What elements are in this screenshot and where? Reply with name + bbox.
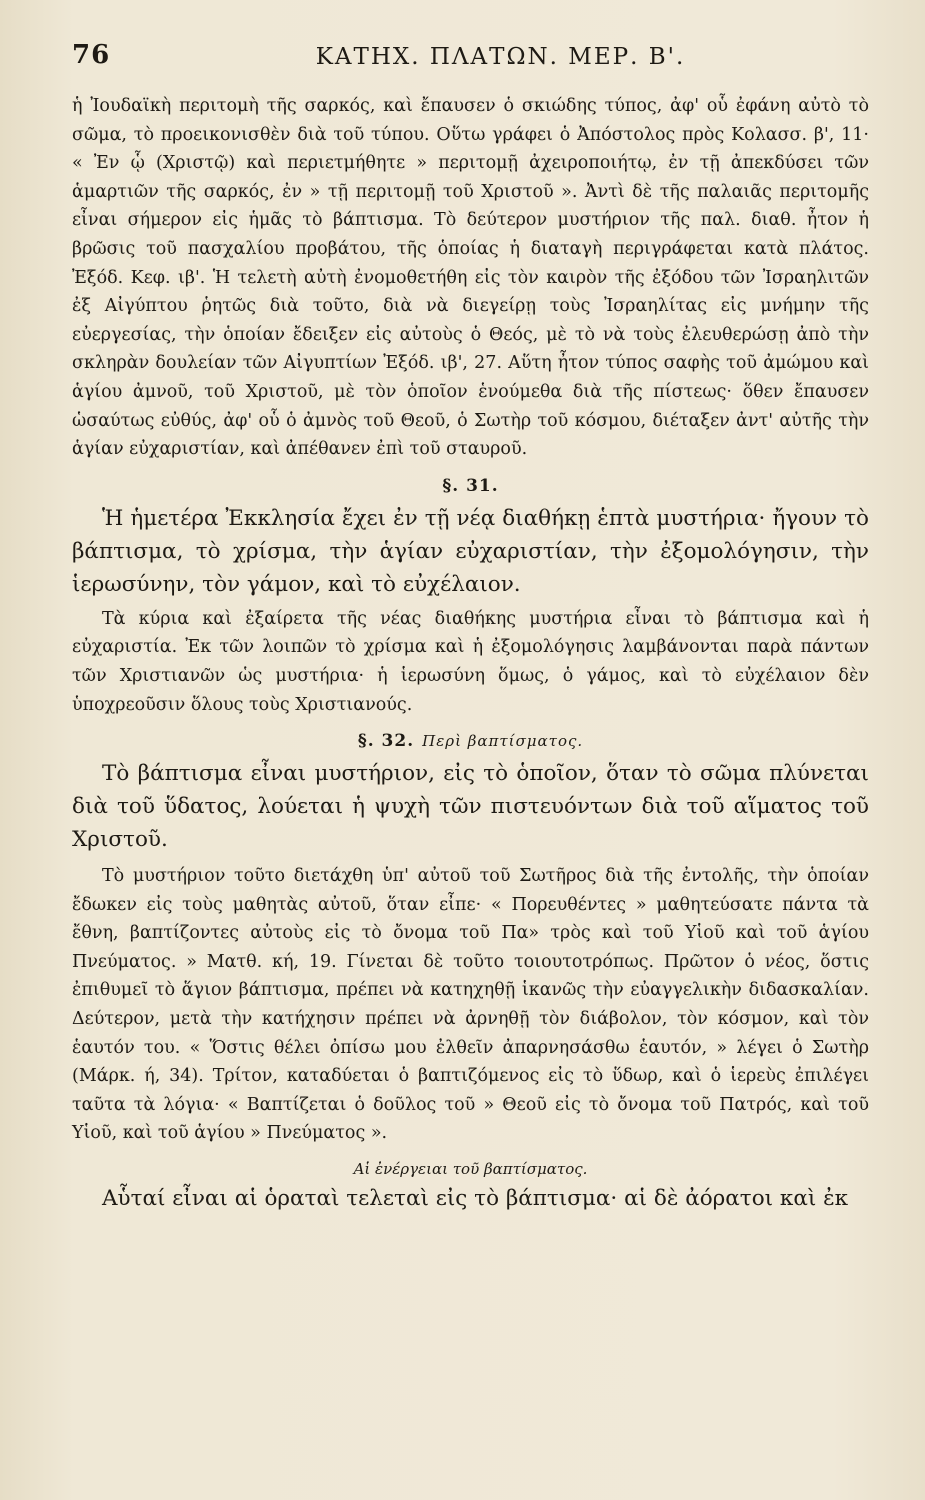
paragraph-baptism-institution: Τὸ μυστήριον τοῦτο διετάχθη ὑπ' αὐτοῦ τοῦ Σωτῆρος διὰ τῆς ἐντολῆς, τὴν ὁποίαν ἔδωκεν εἰς τοὺς μαθητὰς αὐτοῦ, ὅταν εἶπε· « Πορευθέντες » μαθητεύσατε πάντα τὰ ἔθνη, βαπτίζοντες αὐτοὺς εἰς τὸ ὄνομα τοῦ Πα» τρὸς καὶ τοῦ Υἱοῦ καὶ τοῦ ἁγίου Πνεύματος. » Ματθ. κή, 19. Γίνεται δὲ τοῦτο τοιουτοτρόπως. Πρῶτον ὁ νέος, ὅστις ἐπιθυμεῖ τὸ ἅγιον βάπτισμα, πρέπει νὰ κατηχηθῇ ἱκανῶς τὴν εὐαγγελικὴν διδασκαλίαν. Δεύτερον, μετὰ τὴν κατήχησιν πρέπει νὰ ἀρνηθῇ τὸν διάβολον, τὸν κόσμον, καὶ τὸν ἑαυτόν του. « Ὅστις θέλει ὀπίσω μου ἐλθεῖν ἀπαρνησάσθω ἑαυτόν, » λέγει ὁ Σωτὴρ (Μάρκ. ή, 34). Τρίτον, καταδύεται ὁ βαπτιζόμενος εἰς τὸ ὕδωρ, καὶ ὁ ἱερεὺς ἐπιλέγει ταῦτα τὰ λόγια· « Βαπτίζεται ὁ δοῦλος τοῦ » Θεοῦ εἰς τὸ ὄνομα τοῦ Πατρός, καὶ τοῦ Υἱοῦ, καὶ τοῦ ἁγίου » Πνεύματος ». xyxy=(72,866,869,1144)
paragraph-principal-sacraments: Τὰ κύρια καὶ ἐξαίρετα τῆς νέας διαθήκης μυστήρια εἶναι τὸ βάπτισμα καὶ ἡ εὐχαριστία. Ἐκ τῶν λοιπῶν τὸ χρίσμα καὶ ἡ ἐξομολόγησις λαμβάνονται παρὰ πάντων τῶν Χριστιανῶν ὡς μυστήρια· ἡ ἱερωσύνη ὅμως, ὁ γάμος, καὶ τὸ εὐχέλαιον δὲν ὑποχρεοῦσιν ὅλους τοὺς Χριστιανούς. xyxy=(72,608,869,715)
page-header xyxy=(72,40,869,86)
paragraph-baptism-definition: Τὸ βάπτισμα εἶναι μυστήριον, εἰς τὸ ὁποῖον, ὅταν τὸ σῶμα πλύνεται διὰ τοῦ ὕδατος, λούεται ἡ ψυχὴ τῶν πιστευόντων διὰ τοῦ αἵματος τοῦ Χριστοῦ. xyxy=(72,761,869,853)
paragraph-visible-rites: Αὗταί εἶναι αἱ ὁραταὶ τελεταὶ εἰς τὸ βάπτισμα· αἱ δὲ ἀόρατοι καὶ ἐκ xyxy=(102,1186,849,1212)
section-31-heading xyxy=(72,476,869,496)
section-32-heading xyxy=(72,731,869,751)
section-31-number: §. 31. xyxy=(442,475,499,496)
effects-of-baptism-heading: Αἱ ἐνέργειαι τοῦ βαπτίσματος. xyxy=(353,1160,588,1179)
paragraph-circumcision-passover: ἡ Ἰουδαϊκὴ περιτομὴ τῆς σαρκός, καὶ ἔπαυσεν ὁ σκιώδης τύπος, ἀφ' οὗ ἐφάνη αὐτὸ τὸ σῶμα, τὸ προεικονισθὲν διὰ τοῦ τύπου. Οὕτω γράφει ὁ Ἀπόστολος πρὸς Κολασσ. β', 11· « Ἐν ᾧ (Χριστῷ) καὶ περιετμήθητε » περιτομῇ ἀχειροποιήτῳ, ἐν τῇ ἀπεκδύσει τῶν ἁμαρτιῶν τῆς σαρκός, ἐν » τῇ περιτομῇ τοῦ Χριστοῦ ». Ἀντὶ δὲ τῆς παλαιᾶς περιτομῆς εἶναι σήμερον εἰς ἡμᾶς τὸ βάπτισμα. Τὸ δεύτερον μυστήριον τῆς παλ. διαθ. ἦτον ἡ βρῶσις τοῦ πασχαλίου προβάτου, τῆς ὁποίας ἡ διαταγὴ περιγράφεται κατὰ πλάτος. Ἐξόδ. Κεφ. ιβ'. Ἡ τελετὴ αὐτὴ ἐνομοθετήθη εἰς τὸν καιρὸν τῆς ἐξόδου τῶν Ἰσραηλιτῶν ἐξ Αἰγύπτου ῥητῶς διὰ τοῦτο, διὰ νὰ διεγείρῃ τοὺς Ἰσραηλίτας εἰς μνήμην τῆς εὐεργεσίας, τὴν ὁποίαν ἔδειξεν εἰς αὐτοὺς ὁ Θεός, μὲ τὸ νὰ τοὺς ἐλευθερώσῃ ἀπὸ τὴν σκληρὰν δουλείαν τῶν Αἰγυπτίων Ἐξόδ. ιβ', 27. Αὕτη ἦτον τύπος σαφὴς τοῦ ἀμώμου καὶ ἁγίου ἀμνοῦ, τοῦ Χριστοῦ, μὲ τὸν ὁποῖον ἑνούμεθα διὰ τῆς πίστεως· ὅθεν ἔπαυσεν ὡσαύτως εὐθύς, ἀφ' οὗ ὁ ἀμνὸς τοῦ Θεοῦ, ὁ Σωτὴρ τοῦ κόσμου, διέταξεν ἀντ' αὐτῆς τὴν ἁγίαν εὐχαριστίαν, καὶ ἀπέθανεν ἐπὶ τοῦ σταυροῦ. xyxy=(72,96,869,460)
section-32-title: Περὶ βαπτίσματος. xyxy=(422,732,584,751)
section-32-number: §. 32. xyxy=(357,731,415,752)
running-title: ΚΑΤΗΧ. ΠΛΑΤΩΝ. ΜΕΡ. Β'. xyxy=(315,44,686,70)
page-number: 76 xyxy=(72,40,111,70)
paragraph-seven-sacraments: Ἡ ἡμετέρα Ἐκκλησία ἔχει ἐν τῇ νέᾳ διαθήκῃ ἑπτὰ μυστήρια· ἤγουν τὸ βάπτισμα, τὸ χρίσμα, τὴν ἁγίαν εὐχαριστίαν, τὴν ἐξομολόγησιν, τὴν ἱερωσύνην, τὸν γάμον, καὶ τὸ εὐχέλαιον. xyxy=(72,505,869,597)
